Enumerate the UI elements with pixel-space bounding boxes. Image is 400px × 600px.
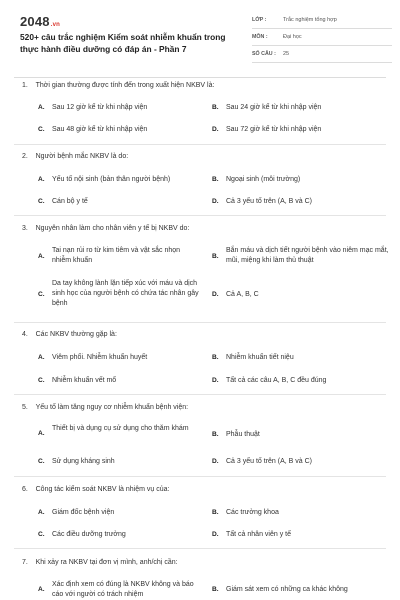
meta-key: LỚP : <box>252 17 267 23</box>
question-text: 1. Thời gian thường được tính đến trong xuất hiện NKBV là: <box>22 82 215 89</box>
question-text: 7. Khi xảy ra NKBV tại đơn vị mình, anh/chị cần: <box>22 559 178 566</box>
meta-table <box>252 12 392 63</box>
site-logo[interactable] <box>20 14 60 29</box>
header-divider <box>14 77 386 78</box>
meta-row-count <box>252 46 392 63</box>
question-text: 3. Nguyên nhân làm cho nhân viên y tế bị NKBV do: <box>22 225 190 232</box>
question-divider <box>14 548 386 549</box>
meta-key: MÔN : <box>252 34 268 40</box>
logo-suffix: .vn <box>50 22 61 28</box>
question-divider <box>14 394 386 395</box>
page-header <box>0 0 400 76</box>
meta-value: 25 <box>283 51 290 57</box>
meta-key: SỐ CÂU : <box>252 51 276 57</box>
question-divider <box>14 215 386 216</box>
meta-value: Đại học <box>283 34 302 40</box>
question-divider <box>14 144 386 145</box>
meta-row-subject <box>252 29 392 46</box>
quiz-page: 2048.vn 520+ câu trắc nghiệm Kiểm soát nhiễm khuẩn trong thực hành điều dưỡng có đáp án - Phần 7 LỚP : Trắc nghiệm tổng hợp MÔN : Đại học SỐ CÂU : 25 1. Thời gian thường được tính đến trong xuất hiện NKBV là: A. Sau 12 giờ kể từ khi nhập viện B. Sau 24 giờ kể từ khi nhập viện C. Sau 48 giờ kể từ khi nhập viện D. Sau 72 giờ kể từ khi nhập viện 2. Người bệnh mắc NKBV là do: A. Yếu tố nội sinh (bản thân người bệnh) B. Ngoại sinh (môi trường) C. Cán bộ y tế D. Cả 3 yếu tố trên (A, B và C) 3. Nguyên nhân làm cho nhân viên y tế bị NKBV do: A. Tai nạn rủi ro từ kim tiêm và vật sắc nhọn nhiễm khuẩn B. Bắn máu và dịch tiết người bệnh vào niêm mạc mắt, mũi, miệng khi làm thủ thuật C. Da tay không lành lặn tiếp xúc với máu và dịch sinh học của người bệnh có chứa tác nhân gây bệnh D. Cả A, B, C 4. Các NKBV thường gặp là: A. Viêm phổi. Nhiễm khuẩn huyết B. Nhiễm khuẩn tiết niệu C. Nhiễm khuẩn vết mổ D. Tất cả các câu A, B, C đều đúng 5. Yếu tố làm tăng nguy cơ nhiễm khuẩn bệnh viện: A. Thiết bị và dụng cụ sử dụng cho thăm khám B. Phẫu thuật C. Sử dụng kháng sinh D. Cả 3 yếu tố trên (A, B và C) 6. Công tác kiểm soát NKBV là nhiệm vụ của: A. Giám đốc bệnh viện B. Các trưởng khoa C. Các điều dưỡng trưởng D. Tất cả nhân viên y tế 7. Khi xảy ra NKBV tại đơn vị mình, anh/chị cần: A. Xác định xem có đúng là NKBV không và báo cáo với người có trách nhiệm B. Giám sát xem có những ca khác không <box>0 0 400 600</box>
question-divider <box>14 322 386 323</box>
question-text: 6. Công tác kiểm soát NKBV là nhiệm vụ của: <box>22 486 170 493</box>
page-title: 520+ câu trắc nghiệm Kiểm soát nhiễm khuẩn trong thực hành điều dưỡng có đáp án - Phần 7 <box>20 32 226 54</box>
logo-text: 2048 <box>20 14 50 29</box>
question-text: 4. Các NKBV thường gặp là: <box>22 331 117 338</box>
question-text: 5. Yếu tố làm tăng nguy cơ nhiễm khuẩn bệnh viện: <box>22 404 189 411</box>
question-divider <box>14 476 386 477</box>
meta-value: Trắc nghiệm tổng hợp <box>283 17 337 23</box>
meta-row-class <box>252 12 392 29</box>
question-text: 2. Người bệnh mắc NKBV là do: <box>22 153 129 160</box>
